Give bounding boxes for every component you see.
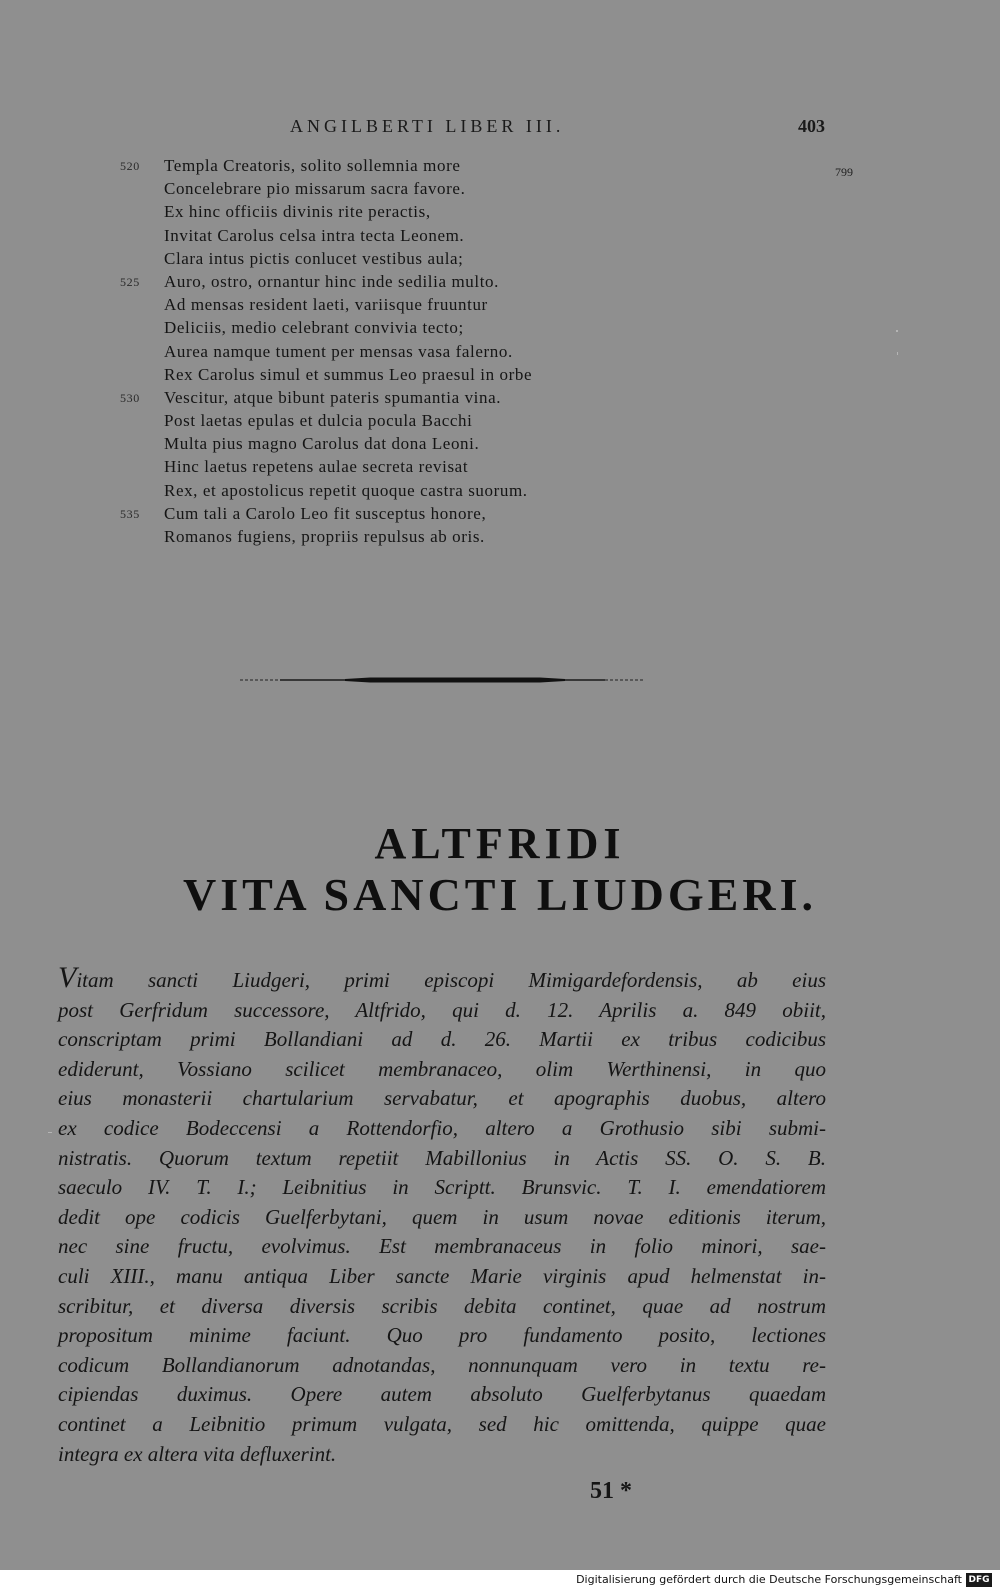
section-divider-rule [240, 676, 645, 684]
poem-line [120, 432, 740, 455]
line-number: 520 [120, 159, 140, 173]
verse-text: Auro, ostro, ornantur hinc inde sedilia multo. [164, 271, 499, 291]
page-number: 403 [798, 116, 825, 136]
verse-text: Rex Carolus simul et summus Leo praesul in orbe [164, 364, 533, 384]
funding-notice: Digitalisierung gefördert durch die Deutsche Forschungsgemeinschaft [576, 1573, 962, 1586]
dfg-logo-icon: DFG [966, 1573, 992, 1587]
scan-speck [897, 352, 898, 355]
verse-text: Deliciis, medio celebrant convivia tecto; [164, 318, 464, 338]
poem-line [120, 363, 740, 386]
page-header [0, 116, 1000, 140]
scan-speck [896, 330, 898, 332]
verse-text: Rex, et apostolicus repetit quoque castra suorum. [164, 480, 528, 500]
introduction-paragraph [58, 961, 826, 1469]
line-number: 535 [120, 506, 140, 521]
poem-line [120, 455, 740, 478]
verse-text: Clara intus pictis conlucet vestibus aula; [164, 248, 464, 268]
intro-line: cipiendas duximus. Opere autem absoluto Guelferbytanus quaedam [58, 1382, 826, 1407]
poem-line [120, 386, 740, 409]
verse-text: Multa pius magno Carolus dat dona Leoni. [164, 434, 480, 454]
line-number: 530 [120, 390, 140, 405]
intro-line: codicum Bollandianorum adnotandas, nonnunquam vero in textu re- [58, 1352, 826, 1377]
intro-line: dedit ope codicis Guelferbytani, quem in usum novae editionis iterum, [58, 1204, 826, 1229]
work-title: VITA SANCTI LIUDGERI. [182, 869, 817, 920]
drop-capital: V [58, 961, 77, 994]
intro-line: propositum minime faciunt. Quo pro fundamento posito, lectiones [58, 1323, 826, 1348]
intro-line: saeculo IV. T. I.; Leibnitius in Scriptt. Brunsvic. T. I. emendatiorem [58, 1175, 826, 1200]
running-title: ANGILBERTI LIBER III. [290, 116, 565, 136]
poem-line [120, 409, 740, 432]
work-title-author: ALTFRIDI [374, 819, 626, 868]
verse-text: Aurea namque tument per mensas vasa falerno. [164, 341, 513, 361]
intro-line: nec sine fructu, evolvimus. Est membranaceus in folio minori, sae- [58, 1234, 826, 1259]
intro-line: nistratis. Quorum textum repetiit Mabillonius in Actis SS. O. S. B. [58, 1145, 826, 1170]
poem-block [120, 154, 740, 548]
margin-reference: 799 [835, 165, 853, 179]
scan-speck [48, 1132, 52, 1133]
digitization-footer [0, 1570, 1000, 1591]
intro-line: conscriptam primi Bollandiani ad d. 26. Martii ex tribus codicibus [58, 1027, 826, 1052]
poem-line [120, 479, 740, 502]
verse-text: Post laetas epulas et dulcia pocula Bacchi [164, 411, 473, 431]
verse-text: Templa Creatoris, solito sollemnia more [164, 156, 461, 175]
intro-line: ex codice Bodeccensi a Rottendorfio, altero a Grothusio sibi submi- [58, 1115, 826, 1140]
verse-text: Invitat Carolus celsa intra tecta Leonem. [164, 225, 465, 245]
poem-line [120, 154, 740, 177]
poem-line [120, 247, 740, 270]
poem-line [120, 224, 740, 247]
poem-line [120, 502, 740, 525]
poem-line [120, 293, 740, 316]
verse-text: Romanos fugiens, propriis repulsus ab oris. [164, 527, 485, 546]
intro-line: continet a Leibnitio primum vulgata, sed hic omittenda, quippe quae [58, 1411, 826, 1436]
poem-line [120, 316, 740, 339]
poem-line [120, 525, 740, 548]
poem-line [120, 200, 740, 223]
sheet-signature: 51 * [590, 1478, 632, 1504]
intro-line [58, 961, 826, 996]
intro-line: ediderunt, Vossiano scilicet membranaceo, olim Werthinensi, in quo [58, 1056, 826, 1081]
verse-text: Hinc laetus repetens aulae secreta revisat [164, 457, 469, 477]
intro-line: integra ex altera vita defluxerint. [58, 1441, 337, 1466]
verse-text: Cum tali a Carolo Leo fit susceptus honore, [164, 503, 487, 523]
intro-line: culi XIII., manu antiqua Liber sancte Marie virginis apud helmenstat in- [58, 1263, 826, 1288]
intro-line-text: itam sancti Liudgeri, primi episcopi Mimigardefordensis, ab eius [76, 968, 826, 992]
verse-text: Concelebrare pio missarum sacra favore. [164, 179, 466, 199]
intro-line: post Gerfridum successore, Altfrido, qui d. 12. Aprilis a. 849 obiit, [58, 997, 826, 1022]
poem-line [120, 270, 740, 293]
verse-text: Ex hinc officiis divinis rite peractis, [164, 202, 431, 222]
intro-line: scribitur, et diversa diversis scribis debita continet, quae ad nostrum [58, 1293, 826, 1318]
verse-text: Ad mensas resident laeti, variisque fruuntur [164, 295, 488, 315]
verse-text: Vescitur, atque bibunt pateris spumantia vina. [164, 387, 502, 407]
intro-line: eius monasterii chartularium servabatur, et apographis duobus, altero [58, 1086, 826, 1111]
line-number: 525 [120, 274, 140, 289]
poem-line [120, 177, 740, 200]
poem-line [120, 340, 740, 363]
